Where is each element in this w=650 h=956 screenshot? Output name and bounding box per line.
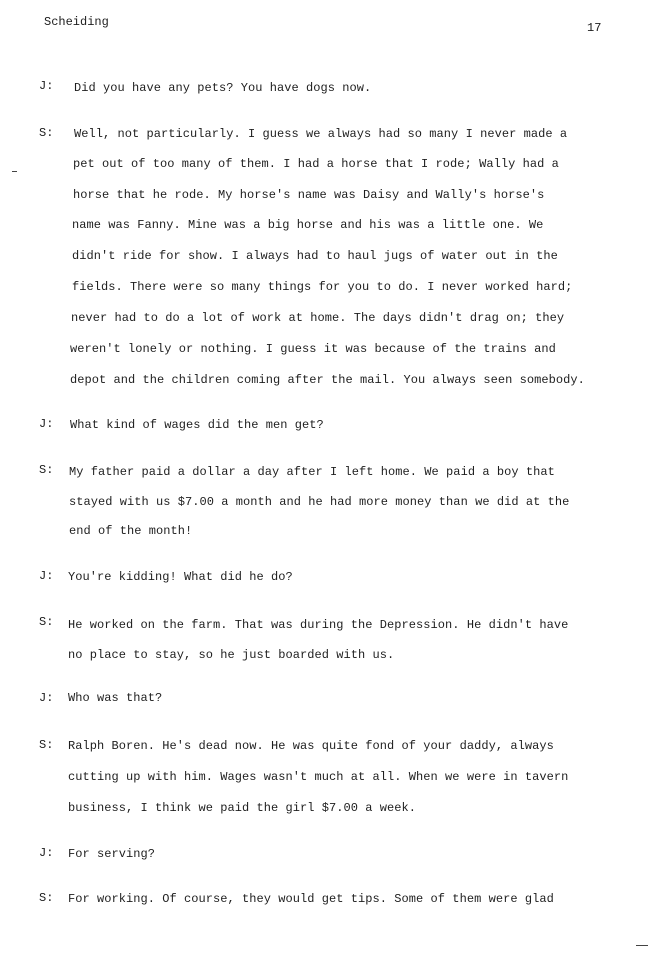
header-interviewee-name: Scheiding bbox=[44, 15, 109, 29]
speaker-label: S: bbox=[39, 126, 54, 140]
transcript-line: never had to do a lot of work at home. The days didn't drag on; they bbox=[71, 311, 565, 325]
transcript-line: For serving? bbox=[68, 847, 156, 861]
transcript-line: cutting up with him. Wages wasn't much at all. When we were in tavern bbox=[68, 770, 569, 784]
speaker-label: J: bbox=[39, 417, 54, 431]
transcript-line: horse that he rode. My horse's name was Daisy and Wally's horse's bbox=[73, 188, 545, 202]
transcript-line: name was Fanny. Mine was a big horse and his was a little one. We bbox=[72, 218, 544, 232]
transcript-line: depot and the children coming after the mail. You always seen somebody. bbox=[70, 373, 585, 387]
transcript-line: You're kidding! What did he do? bbox=[68, 570, 293, 584]
transcript-line: Did you have any pets? You have dogs now. bbox=[74, 81, 372, 95]
transcript-line: business, I think we paid the girl $7.00 a week. bbox=[68, 801, 417, 815]
transcript-line: pet out of too many of them. I had a horse that I rode; Wally had a bbox=[73, 157, 559, 171]
speaker-label: J: bbox=[39, 846, 54, 860]
transcript-line: For working. Of course, they would get tips. Some of them were glad bbox=[68, 892, 554, 906]
speaker-label: S: bbox=[39, 738, 54, 752]
speaker-label: S: bbox=[39, 891, 54, 905]
transcript-line: He worked on the farm. That was during the Depression. He didn't have bbox=[68, 618, 569, 632]
transcript-line: stayed with us $7.00 a month and he had more money than we did at the bbox=[69, 495, 570, 509]
speaker-label: S: bbox=[39, 615, 54, 629]
speaker-label: J: bbox=[39, 569, 54, 583]
transcript-line: weren't lonely or nothing. I guess it was because of the trains and bbox=[70, 342, 556, 356]
transcript-line: no place to stay, so he just boarded with us. bbox=[68, 648, 395, 662]
speaker-label: S: bbox=[39, 463, 54, 477]
scan-mark bbox=[636, 945, 648, 946]
transcript-line: didn't ride for show. I always had to haul jugs of water out in the bbox=[72, 249, 558, 263]
speaker-label: J: bbox=[39, 79, 54, 93]
scan-mark bbox=[12, 171, 17, 172]
transcript-line: fields. There were so many things for you to do. I never worked hard; bbox=[72, 280, 573, 294]
transcript-line: end of the month! bbox=[69, 524, 193, 538]
transcript-line: My father paid a dollar a day after I left home. We paid a boy that bbox=[69, 465, 555, 479]
page-number: 17 bbox=[587, 21, 602, 35]
transcript-line: Ralph Boren. He's dead now. He was quite fond of your daddy, always bbox=[68, 739, 554, 753]
speaker-label: J: bbox=[39, 691, 54, 705]
transcript-line: Who was that? bbox=[68, 691, 163, 705]
transcript-line: What kind of wages did the men get? bbox=[70, 418, 324, 432]
transcript-line: Well, not particularly. I guess we always had so many I never made a bbox=[74, 127, 568, 141]
